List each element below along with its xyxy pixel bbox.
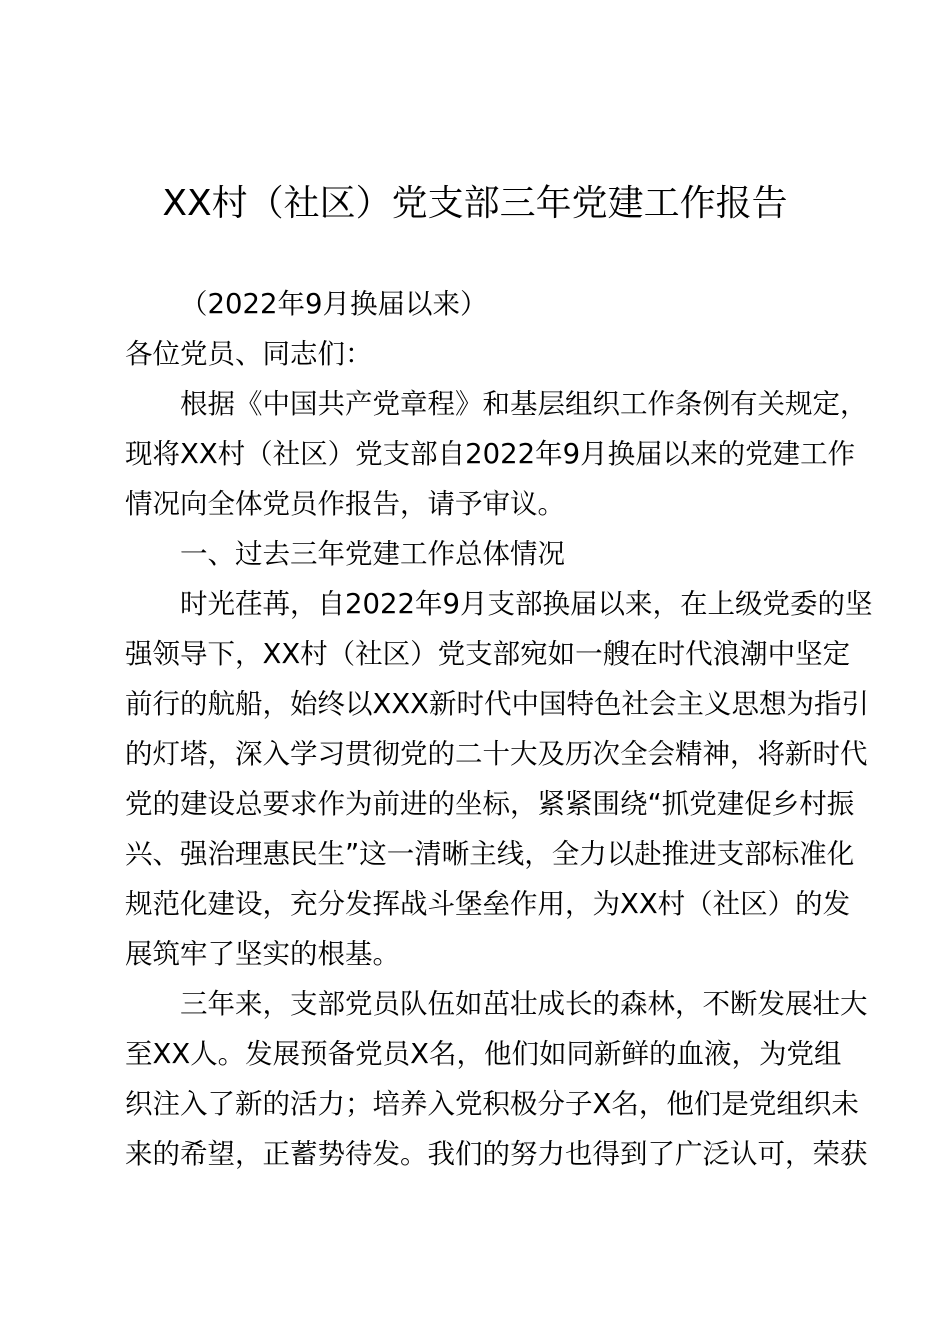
overview-line-6: 兴、强治理惠民生”这一清晰主线，全力以赴推进支部标准化 (125, 838, 855, 870)
intro-line-2: 现将XX村（社区）党支部自2022年9月换届以来的党建工作 (125, 438, 856, 470)
intro-line-1: 根据《中国共产党章程》和基层组织工作条例有关规定， (180, 388, 868, 420)
members-line-4: 来的希望，正蓄势待发。我们的努力也得到了广泛认可，荣获 (125, 1138, 868, 1170)
overview-line-5: 党的建设总要求作为前进的坐标，紧紧围绕“抓党建促乡村振 (125, 788, 855, 820)
overview-line-7: 规范化建设，充分发挥战斗堡垒作用，为XX村（社区）的发 (125, 888, 851, 920)
section-heading: 一、过去三年党建工作总体情况 (180, 538, 565, 570)
overview-line-2: 强领导下，XX村（社区）党支部宛如一艘在时代浪潮中坚定 (125, 638, 851, 670)
overview-line-1: 时光荏苒，自2022年9月支部换届以来，在上级党委的坚 (180, 588, 873, 620)
document-subtitle: （2022年9月换届以来） (180, 288, 488, 320)
overview-line-4: 的灯塔，深入学习贯彻党的二十大及历次全会精神，将新时代 (125, 738, 868, 770)
intro-line-3: 情况向全体党员作报告，请予审议。 (125, 488, 565, 520)
overview-line-8: 展筑牢了坚实的根基。 (125, 938, 400, 970)
overview-line-3: 前行的航船，始终以XXX新时代中国特色社会主义思想为指引 (125, 688, 870, 720)
salutation: 各位党员、同志们： (125, 338, 373, 370)
members-line-2: 至XX人。发展预备党员X名，他们如同新鲜的血液，为党组 (125, 1038, 842, 1070)
document-title: XX村（社区）党支部三年党建工作报告 (162, 183, 788, 224)
members-line-1: 三年来，支部党员队伍如茁壮成长的森林，不断发展壮大 (180, 988, 868, 1020)
members-line-3: 织注入了新的活力；培养入党积极分子X名，他们是党组织未 (125, 1088, 859, 1120)
